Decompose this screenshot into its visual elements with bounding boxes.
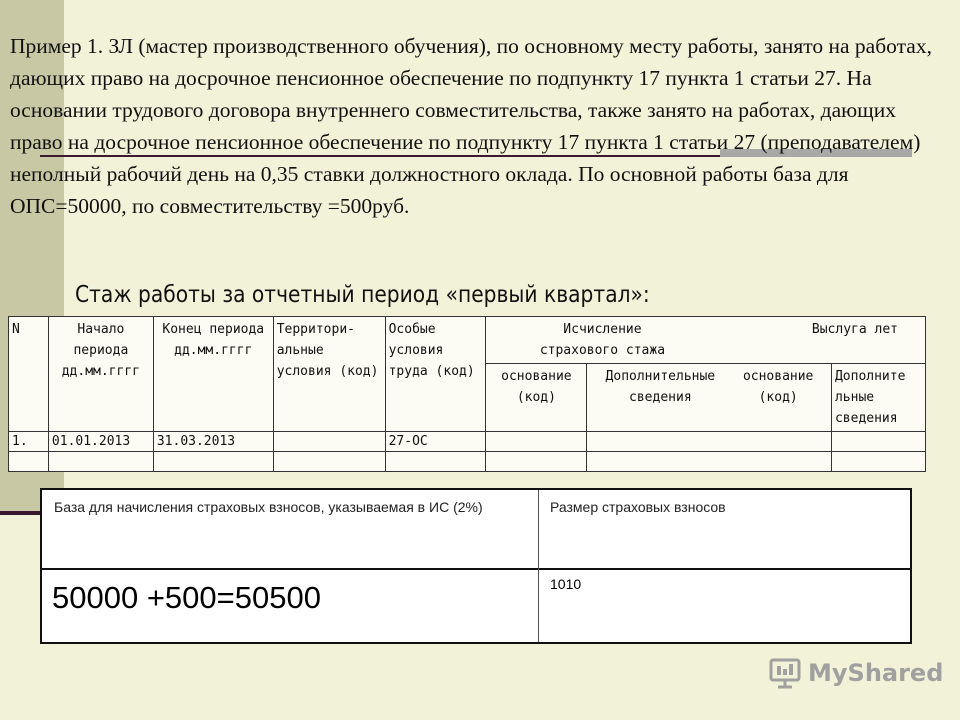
- header-service-basis: основание (код): [742, 369, 814, 405]
- row-territorial: [273, 452, 385, 472]
- stazh-table: [8, 316, 926, 472]
- stazh-header-row: [9, 317, 926, 364]
- header-territorial: Территори-альные условия (код): [273, 317, 385, 432]
- row-service-extra: [831, 432, 925, 452]
- presentation-icon: [768, 656, 802, 690]
- row-n: 1.: [9, 432, 49, 452]
- row-calc-extra: [587, 452, 832, 472]
- header-start: Начало периода дд.мм.гггг: [48, 317, 153, 432]
- watermark: [768, 656, 943, 690]
- row-special: 27-ОС: [385, 432, 486, 452]
- table-row: [9, 452, 926, 472]
- header-calc-extra-cell: [587, 364, 832, 432]
- row-territorial: [273, 432, 385, 452]
- row-end: [153, 452, 273, 472]
- header-calc-basis: основание (код): [486, 364, 587, 432]
- row-special: [385, 452, 486, 472]
- header-calc-extra: Дополнительные сведения: [605, 369, 716, 405]
- row-calc-basis: [486, 432, 587, 452]
- header-service: Выслуга лет: [811, 322, 898, 337]
- header-calc: Исчисление страхового стажа: [539, 322, 666, 358]
- size-header: Размер страховых взносов: [550, 499, 726, 515]
- row-calc-extra: [587, 432, 832, 452]
- header-service-extra: Дополните льные сведения: [831, 364, 925, 432]
- row-start: 01.01.2013: [48, 432, 153, 452]
- example-paragraph: Пример 1. ЗЛ (мастер производственного обучения), по основному месту работы, занято на работах, дающих право на досрочное пенсионное обеспечение по подпункту 17 пункта 1 статьи 27. На основании трудового договора внутреннего совместительства, также занято на работах, дающих право на досрочное пенсионное обеспечение по подпункту 17 пункта 1 статьи 27 (преподавателем) неполный рабочий день на 0,35 ставки должностного оклада. По основной работы база для ОПС=50000, по совместительству =500руб.: [10, 34, 932, 218]
- size-value: 1010: [550, 576, 582, 592]
- base-header: База для начисления страховых взносов, указываемая в ИС (2%): [54, 499, 483, 515]
- row-start: [48, 452, 153, 472]
- contributions-table: [40, 488, 912, 644]
- header-special: Особые условия труда (код): [385, 317, 486, 432]
- column-divider: [538, 490, 539, 642]
- base-value: 50000 +500=50500: [52, 580, 321, 615]
- row-service-extra: [831, 452, 925, 472]
- row-end: 31.03.2013: [153, 432, 273, 452]
- header-n: N: [9, 317, 49, 432]
- table-row: [9, 432, 926, 452]
- row-calc-basis: [486, 452, 587, 472]
- watermark-text: MyShared: [808, 659, 944, 687]
- header-group: [486, 317, 926, 364]
- header-end: Конец периода дд.мм.гггг: [153, 317, 273, 432]
- row-n: [9, 452, 49, 472]
- section-title: Стаж работы за отчетный период «первый квартал»:: [75, 282, 650, 308]
